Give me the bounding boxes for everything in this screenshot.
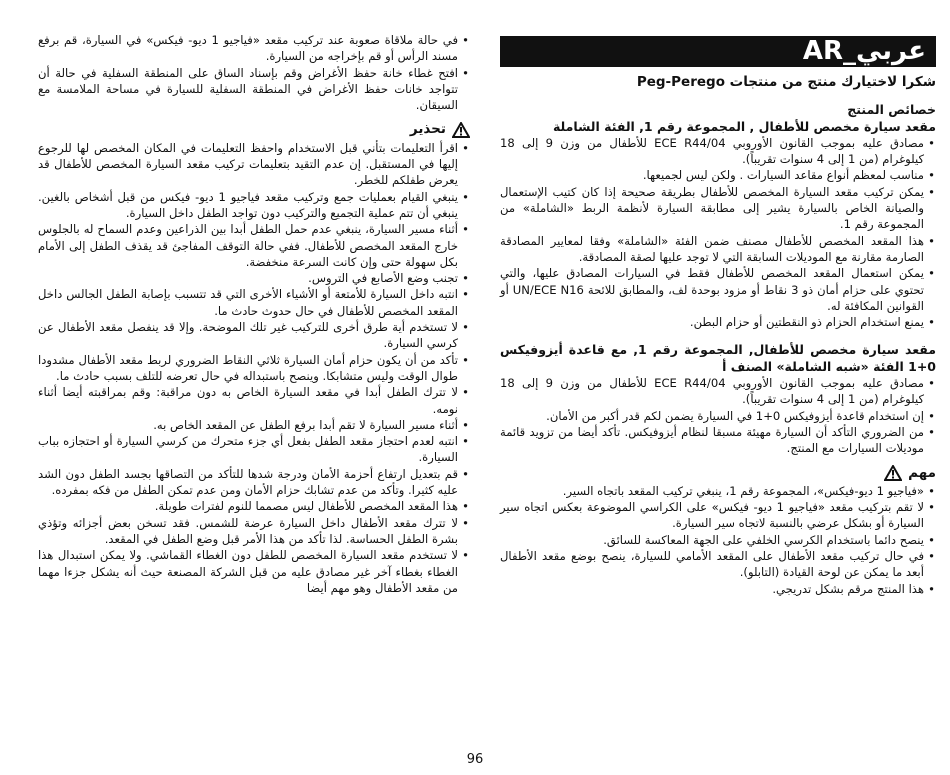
warning-heading: [38, 121, 470, 137]
list-item: • «فياجيو 1 ديو-فيكس»، المجموعة رقم 1، ينبغي تركيب المقعد باتجاه السير.: [500, 483, 924, 499]
list-item: • لا تترك مقعد الأطفال داخل السيارة عرضة للشمس. فقد تسخن بعض أجزائه وتؤذي بشرة الطفل الحساسة. لذا تأكد من هذا الأمر قبل وضع الطفل في المقعد.: [38, 515, 458, 548]
list-item: • هذا المقعد المخصص للأطفال ليس مصمما للنوم لفترات طويلة.: [38, 498, 458, 514]
list-item: • أثناء مسير السيارة لا تقم أبدا برفع الطفل عن المقعد الخاص به.: [38, 417, 458, 433]
list-item: • هذا المقعد المخصص للأطفال مصنف ضمن الفئة «الشاملة» وفقا لمعايير المصادقة الصارمة مقارنة مع الموديلات السابقة التي لا توجد عليها لصقة المصادقة.: [500, 233, 924, 266]
list-item: • تجنب وضع الأصابع في التروس.: [38, 270, 458, 286]
list-item: • في حال تركيب مقعد الأطفال على المقعد الأمامي للسيارة، ينصح بوضع مقعد الأطفال أبعد ما يمكن عن لوحة القيادة (التابلو).: [500, 548, 924, 581]
list-item: • يمكن استعمال المقعد المخصص للأطفال فقط في السيارات المصادق عليها، والتي تحتوي على حزام أمان ذو 3 نقاط أو مزود بوحدة لف، والمطابق للائحة UN/ECE N16 أو القوانين المكافئة له.: [500, 265, 924, 314]
list-item: • لا تستخدم أية طرق أخرى للتركيب غير تلك الموضحة. وإلا قد ينفصل مقعد الأطفال عن كرسي السيارة.: [38, 319, 458, 352]
list-item: • لا تستخدم مقعد السيارة المخصص للطفل دون الغطاء القماشي. ولا يمكن استبدال هذا الغطاء بغطاء آخر غير مصادق عليه من قبل الشركة المصنعة حيث أنه يشكل جزءا مهما من مقعد الأطفال وهو مهم أيضا: [38, 547, 458, 596]
right-column: [500, 74, 936, 597]
list-item: • في حالة ملاقاة صعوبة عند تركيب مقعد «فياجيو 1 ديو- فيكس» في السيارة، قم برفع مسند الرأس أو قم بإخراجه من السيارة.: [38, 32, 458, 65]
list-item: • مناسب لمعظم أنواع مقاعد السيارات . ولكن ليس لجميعها.: [500, 167, 924, 183]
list-item: • ينبغي القيام بعمليات جمع وتركيب مقعد فياجيو 1 ديو- فيكس من قبل أشخاص بالغين. ينبغي أن تتم عملية التجميع والتركيب دون تواجد الطفل داخل السيارة.: [38, 189, 458, 222]
group1-list: [500, 135, 936, 331]
list-item: • اقرأ التعليمات بتأني قبل الاستخدام واحفظ التعليمات في المكان المخصص لها للرجوع إليها في المستقبل. إن عدم التقيد بتعليمات تركيب مقعد السيارة المخصص للأطفال قد يعرض طفلكم للخطر.: [38, 140, 458, 189]
important-list: [500, 483, 936, 597]
language-tag: AR_عربي: [802, 36, 926, 66]
list-item: • لا تقم بتركيب مقعد «فياجيو 1 ديو- فيكس» على الكراسي الموضوعة بعكس اتجاه سير السيارة أو بشكل عرضي بالنسبة لاتجاه سير السيارة.: [500, 499, 924, 532]
list-item: • ينصح دائما باستخدام الكرسي الخلفي على الجهة المعاكسة للسائق.: [500, 532, 924, 548]
list-item: • يمكن تركيب مقعد السيارة المخصص للأطفال بطريقة صحيحة إذا كان كتيب الإستعمال والصيانة الخاص بالسيارة يشير إلى مطابقة السيارة لأنظمة الربط «الشاملة» من المجموعة رقم 1.: [500, 184, 924, 233]
language-banner: [500, 36, 936, 67]
list-item: • انتبه لعدم احتجاز مقعد الطفل بفعل أي جزء متحرك من كرسي السيارة أو احتجازه بباب السيارة.: [38, 433, 458, 466]
features-title: خصائص المنتج: [847, 102, 936, 118]
group2-heading: مقعد سيارة مخصص للأطفال, المجموعة رقم 1, مع قاعدة أيزوفيكس 0+1 الفئة «شبه الشاملة» الصنف أ: [500, 342, 936, 374]
list-item: • يمنع استخدام الحزام ذو النقطتين أو حزام البطن.: [500, 314, 924, 330]
thanks-line: شكرا لاختيارك منتج من منتجات Peg-Perego: [636, 74, 936, 90]
list-item: • افتح غطاء خانة حفظ الأغراض وقم بإسناد الساق على المنطقة السفلية في حالة أن تتواجد خانات حفظ الأغراض في المنطقة السفلية للسيارة في مساحة الملامسة مع السيقان.: [38, 65, 458, 114]
warning-triangle-icon: [884, 465, 902, 481]
important-heading: [500, 465, 936, 481]
left-column: [38, 32, 470, 596]
list-item: • تأكد من أن يكون حزام أمان السيارة ثلاثي النقاط الضروري لربط مقعد الأطفال مشدودا طوال الوقت وليس متشابكا. وينصح باستبداله في حال تعرضه للتلف بسبب حادث ما.: [38, 352, 458, 385]
list-item: • هذا المنتج مرقم بشكل تدريجي.: [500, 581, 924, 597]
page-number: 96: [466, 752, 484, 767]
group2-list: [500, 375, 936, 456]
list-item: • قم بتعديل ارتفاع أحزمة الأمان ودرجة شدها للتأكد من التصاقها بجسد الطفل دون الشد عليه كثيرا. وتأكد من عدم تشابك حزام الأمان ومن عدم تمكن الطفل من فكه بمفرده.: [38, 466, 458, 499]
warning-triangle-icon: [452, 122, 470, 138]
list-item: • من الضروري التأكد أن السيارة مهيئة مسبقا لنظام أيزوفيكس. تأكد أيضا من تزويد قائمة موديلات السيارات مع المنتج.: [500, 424, 924, 457]
list-item: • إن استخدام قاعدة أيزوفيكس 0+1 في السيارة يضمن لكم قدر أكبر من الأمان.: [500, 408, 924, 424]
list-item: • مصادق عليه بموجب القانون الأوروبي ECE R44/04 للأطفال من وزن 9 إلى 18 كيلوغرام (من 1 إلى 4 سنوات تقريباً).: [500, 375, 924, 408]
list-item: • مصادق عليه بموجب القانون الأوروبي ECE R44/04 للأطفال من وزن 9 إلى 18 كيلوغرام (من 1 إلى 4 سنوات تقريباً).: [500, 135, 924, 168]
installation-tips-list: [38, 32, 470, 113]
list-item: • أثناء مسير السيارة، ينبغي عدم حمل الطفل أبدا بين الذراعين وعدم السماح له بالجلوس خارج المقعد المخصص للأطفال. ففي حالة التوقف المفاجئ قد يقذف الطفل إلى الأمام بكل سهولة حتى وإن كانت السرعة منخفضة.: [38, 221, 458, 270]
warning-title: تحذير: [409, 121, 446, 138]
list-item: • انتبه داخل السيارة للأمتعة أو الأشياء الأخرى التي قد تتسبب بإصابة الطفل الجالس داخل المقعد المخصص للأطفال في حال حدوث حادث ما.: [38, 286, 458, 319]
important-title: مهم: [908, 464, 936, 481]
warning-list: [38, 140, 470, 596]
group1-heading: مقعد سيارة مخصص للأطفال , المجموعة رقم 1, الفئة الشاملة: [552, 118, 936, 134]
list-item: • لا تترك الطفل أبدا في مقعد السيارة الخاص به دون مراقبة: وقم بمراقبته أيضا أثناء نومه.: [38, 384, 458, 417]
